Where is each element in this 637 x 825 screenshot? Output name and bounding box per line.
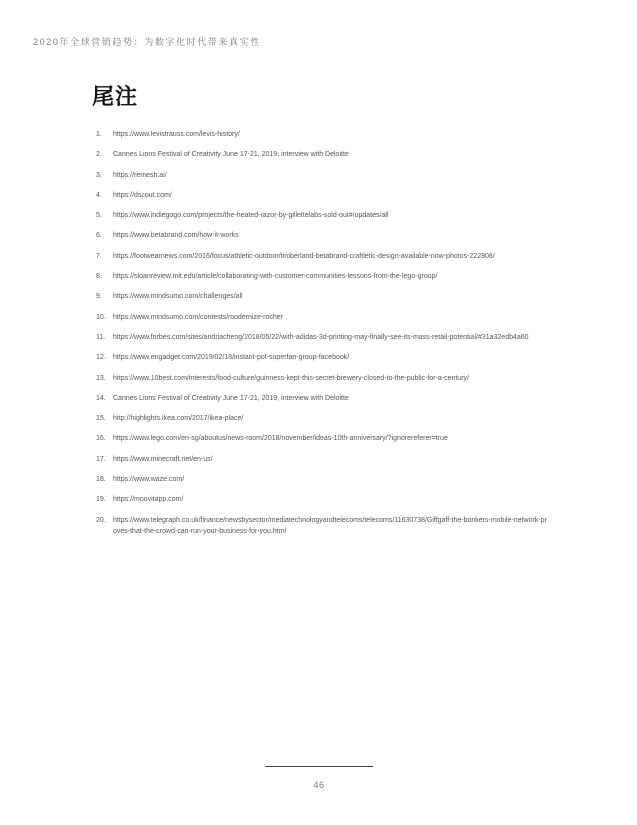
endnote-link[interactable]: https://sloanreview.mit.edu/article/collaborating-with-customer-communities-lessons-from-the-lego-group/: [113, 273, 438, 281]
endnote-item: [80, 149, 550, 160]
endnote-link[interactable]: https://footwearnews.com/2016/focus/athletic-outdoor/timberland-betabrand-craftletic-design-available-now-photos-222808/: [113, 252, 495, 260]
endnote-link[interactable]: https://www.betabrand.com/how-it-works: [113, 232, 239, 240]
footer-divider: [265, 766, 373, 767]
endnote-link[interactable]: https://www.minecraft.net/en-us/: [113, 455, 213, 463]
endnote-citation: Cannes Lions Festival of Creativity June 17-21, 2019; interview with Deloitte: [113, 151, 349, 159]
endnote-citation: Cannes Lions Festival of Creativity June 17-21, 2019; interview with Deloitte: [113, 394, 349, 402]
endnote-item: [80, 494, 550, 505]
endnote-link[interactable]: https://www.telegraph.co.uk/finance/newsbysector/mediatechnologyandtelecoms/telecoms/11630738/Giffgaff-the-bonkers-mobile-network-proves-that-the-crowd-can-run-your-business-for-you.html: [113, 516, 547, 535]
endnote-link[interactable]: https://remesh.ai/: [113, 171, 167, 179]
endnote-number: 19.: [96, 496, 106, 504]
endnote-item: [80, 454, 550, 465]
endnote-item: [80, 373, 550, 384]
endnote-item: [80, 352, 550, 363]
endnote-number: 3.: [96, 171, 102, 179]
endnote-number: 13.: [96, 374, 106, 382]
page-number: 46: [313, 780, 325, 790]
endnote-link[interactable]: https://www.indiegogo.com/projects/the-heated-razor-by-gillettelabs-sold-out#/updates/all: [113, 212, 389, 220]
endnote-item: [80, 129, 550, 140]
endnote-link[interactable]: https://www.lego.com/en-sg/aboutus/news-room/2018/november/ideas-10th-anniversary/?ignorereferer=true: [113, 435, 448, 443]
endnote-number: 17.: [96, 455, 106, 463]
endnote-link[interactable]: https://www.mindsumo.com/contests/modernize-rocher: [113, 313, 284, 321]
endnote-item: [80, 210, 550, 221]
endnote-item: [80, 413, 550, 424]
endnote-number: 20.: [96, 516, 106, 524]
endnote-number: 7.: [96, 252, 102, 260]
endnotes-list: [80, 129, 550, 546]
endnote-link[interactable]: http://highlights.ikea.com/2017/ikea-place/: [113, 415, 244, 423]
endnote-item: [80, 332, 550, 343]
endnote-number: 4.: [96, 191, 102, 199]
endnote-number: 16.: [96, 435, 106, 443]
endnote-link[interactable]: https://www.engadget.com/2019/02/18/instant-pot-superfan-group-facebook/: [113, 354, 350, 362]
endnote-item: [80, 230, 550, 241]
endnote-item: [80, 271, 550, 282]
endnote-number: 5.: [96, 212, 102, 220]
endnote-item: [80, 170, 550, 181]
running-header: 2020年全球营销趋势：为数字化时代带来真实性: [33, 37, 261, 47]
endnote-link[interactable]: https://moovitapp.com/: [113, 496, 184, 504]
endnote-number: 1.: [96, 131, 102, 138]
endnote-number: 10.: [96, 313, 106, 321]
endnote-number: 8.: [96, 273, 102, 281]
endnote-item: [80, 291, 550, 302]
endnote-item: [80, 393, 550, 404]
endnote-number: 6.: [96, 232, 102, 240]
endnote-number: 15.: [96, 415, 106, 423]
endnote-link[interactable]: https://www.waze.com/: [113, 476, 185, 484]
endnote-link[interactable]: https://dscout.com/: [113, 191, 172, 199]
endnote-number: 11.: [96, 333, 106, 341]
endnote-link[interactable]: https://www.mindsumo.com/challenges/all: [113, 293, 243, 301]
endnote-number: 2.: [96, 151, 102, 159]
endnote-item: [80, 515, 550, 537]
endnote-number: 18.: [96, 476, 106, 484]
endnote-item: [80, 312, 550, 323]
endnote-link[interactable]: https://www.forbes.com/sites/andriacheng/2018/05/22/with-adidas-3d-printing-may-finally-see-its-mass-retail-potential/#31a32edb4a60: [113, 333, 529, 341]
endnote-link[interactable]: https://www.10best.com/interests/food-culture/guinness-kept-this-secret-brewery-closed-to-the-public-for-a-century/: [113, 374, 469, 382]
endnote-link[interactable]: https://www.levistrauss.com/levis-history/: [113, 131, 240, 138]
endnote-item: [80, 190, 550, 201]
page-title: 尾注: [92, 85, 139, 110]
endnote-item: [80, 474, 550, 485]
endnote-number: 12.: [96, 354, 106, 362]
endnote-number: 14.: [96, 394, 106, 402]
endnote-item: [80, 251, 550, 262]
endnote-item: [80, 433, 550, 444]
endnote-number: 9.: [96, 293, 102, 301]
